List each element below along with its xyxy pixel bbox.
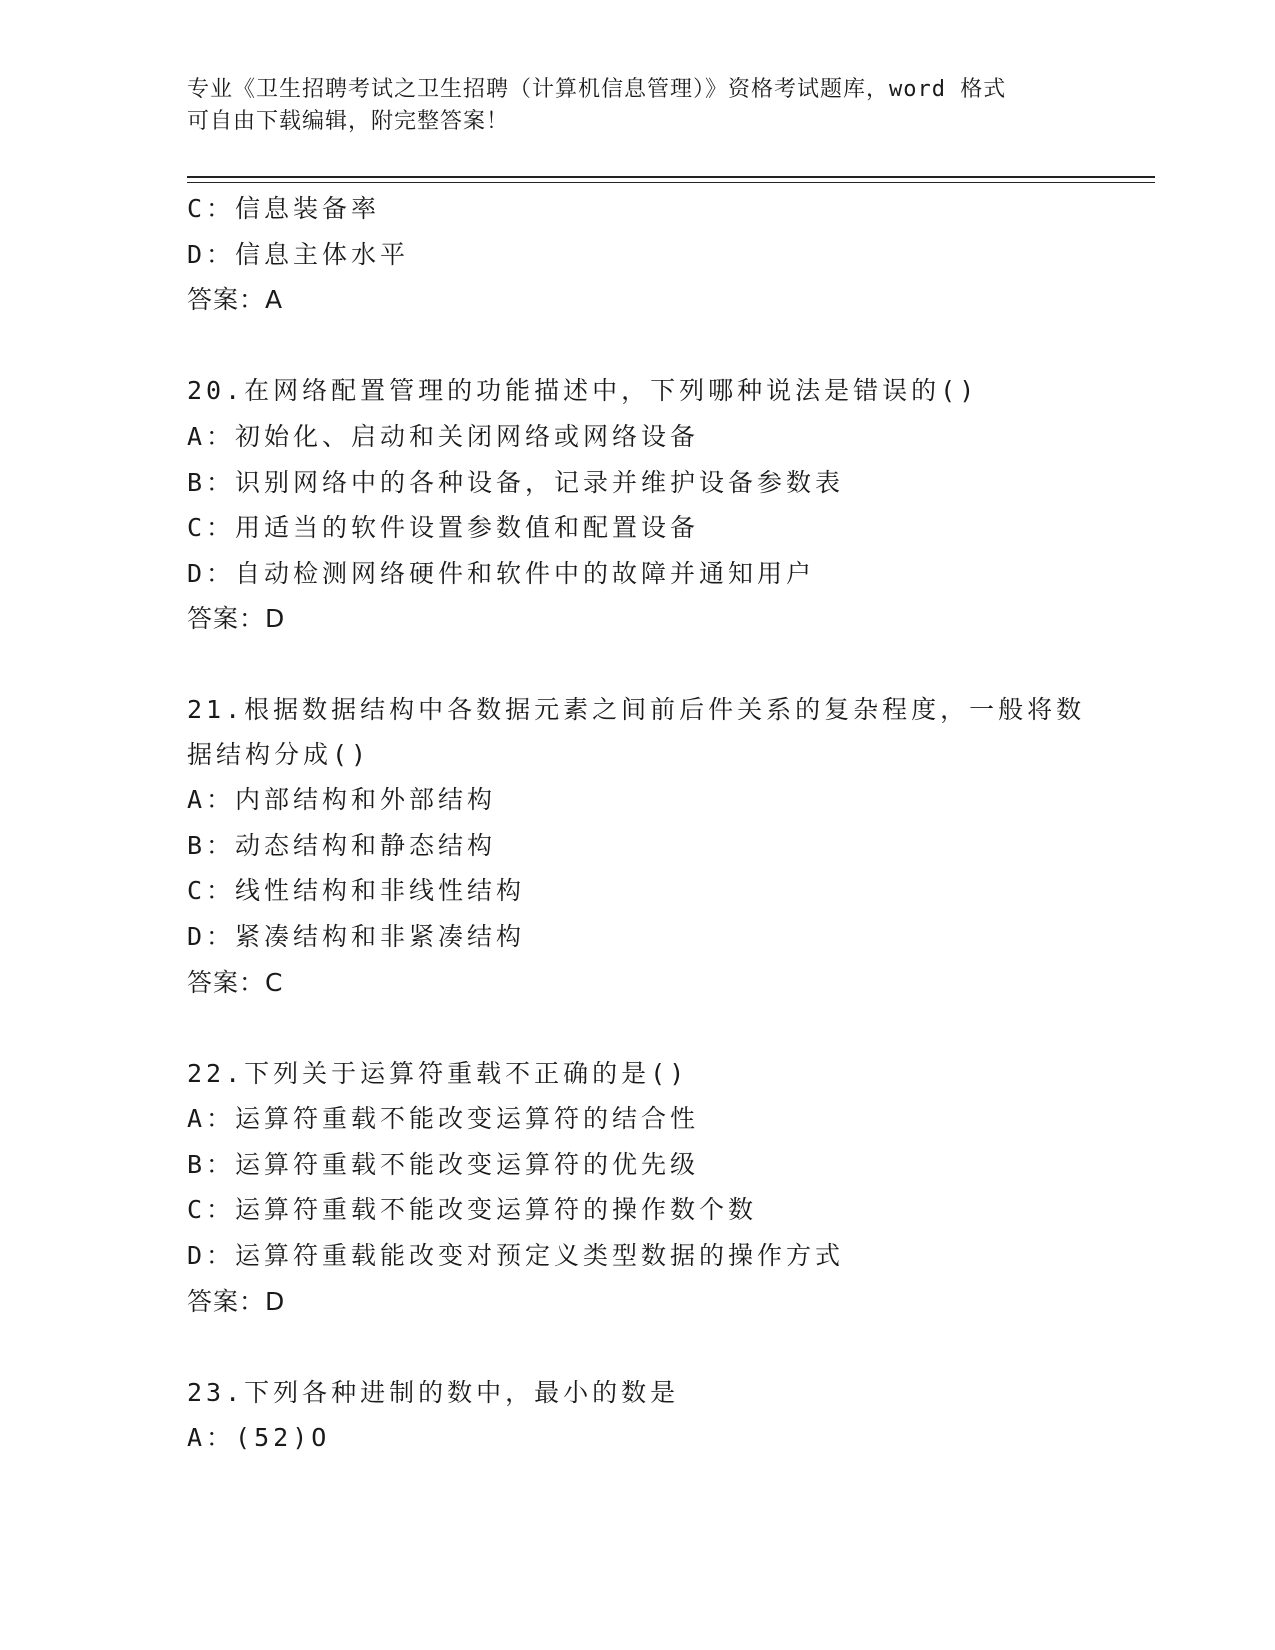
spacer (187, 642, 1087, 688)
question-stem: 21.根据数据结构中各数据元素之间前后件关系的复杂程度，一般将数 (187, 694, 1086, 724)
header-line-1: 专业《卫生招聘考试之卫生招聘（计算机信息管理）》资格考试题库，word 格式 (187, 77, 1007, 102)
answer: 答案：A (187, 285, 284, 315)
option-b: B：运算符重载不能改变运算符的优先级 (187, 1149, 700, 1179)
option-b: B：动态结构和静态结构 (187, 830, 497, 860)
option-c: C：用适当的软件设置参数值和配置设备 (187, 513, 700, 543)
question-stem: 20.在网络配置管理的功能描述中，下列哪种说法是错误的() (187, 376, 979, 406)
header-rule-thick (187, 176, 1155, 178)
question-19-tail (187, 186, 1087, 323)
option-d: D：紧凑结构和非紧凑结构 (187, 921, 526, 951)
question-21 (187, 688, 1087, 1006)
answer: 答案：D (187, 1286, 286, 1316)
option-b: B：识别网络中的各种设备，记录并维护设备参数表 (187, 467, 845, 497)
question-23 (187, 1370, 1087, 1461)
option-d: D：运算符重载能改变对预定义类型数据的操作方式 (187, 1241, 845, 1271)
option-d: D：自动检测网络硬件和软件中的故障并通知用户 (187, 558, 816, 588)
option-a: A：内部结构和外部结构 (187, 785, 497, 815)
question-stem: 22.下列关于运算符重载不正确的是() (187, 1058, 689, 1088)
question-20 (187, 368, 1087, 642)
header-rule-thin (187, 182, 1155, 183)
spacer (187, 323, 1087, 369)
spacer (187, 1324, 1087, 1370)
option-c: C：运算符重载不能改变运算符的操作数个数 (187, 1195, 758, 1225)
question-stem: 23.下列各种进制的数中，最小的数是 (187, 1377, 680, 1407)
option-c: C：线性结构和非线性结构 (187, 876, 526, 906)
question-22 (187, 1051, 1087, 1325)
option-d: D：信息主体水平 (187, 239, 410, 269)
answer: 答案：C (187, 967, 284, 997)
option-c: C：信息装备率 (187, 194, 381, 223)
option-a: A：(52)O (187, 1423, 331, 1453)
header-line-2: 可自由下载编辑，附完整答案！ (187, 109, 510, 134)
document-header (187, 74, 1087, 138)
answer: 答案：D (187, 604, 286, 634)
question-list (187, 186, 1087, 1461)
question-stem-continued: 据结构分成() (187, 739, 371, 769)
spacer (187, 1005, 1087, 1051)
option-a: A：初始化、启动和关闭网络或网络设备 (187, 421, 700, 451)
option-a: A：运算符重载不能改变运算符的结合性 (187, 1104, 700, 1134)
